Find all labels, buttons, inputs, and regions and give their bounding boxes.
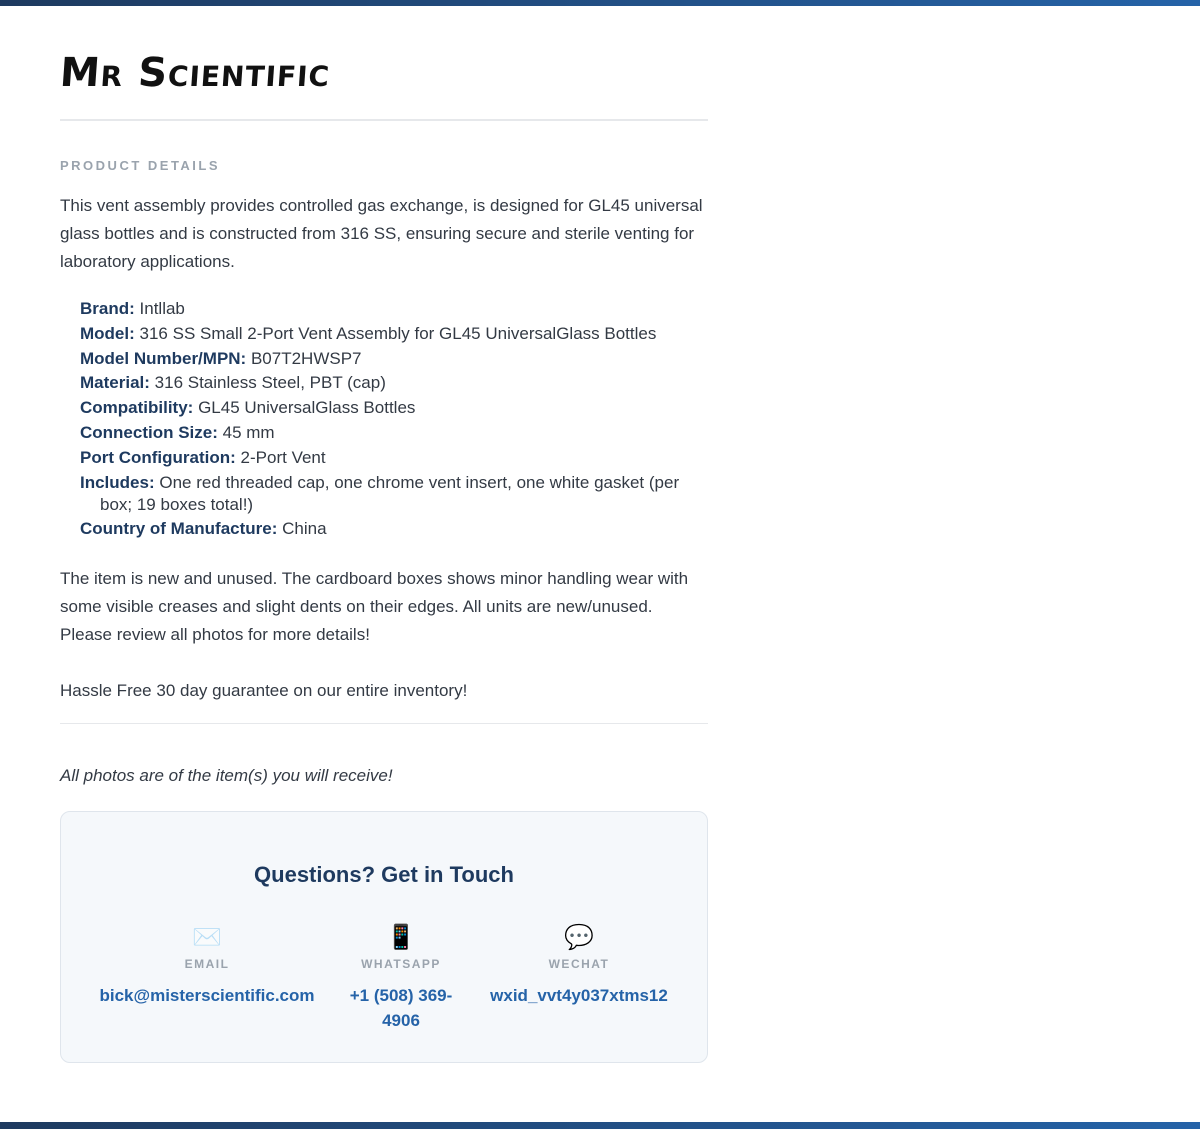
spec-label: Model Number/MPN: [80, 348, 247, 368]
contact-whatsapp [346, 924, 456, 1033]
spec-item-brand [80, 298, 708, 320]
spec-item-country [80, 518, 708, 540]
speech-bubble-icon: 💬 [564, 924, 594, 952]
spec-list [60, 298, 708, 540]
spec-item-model [80, 323, 708, 345]
spec-label: Port Configuration: [80, 447, 236, 467]
wechat-id[interactable]: wxid_vvt4y037xtms12 [490, 986, 668, 1006]
condition-notes: The item is new and unused. The cardboard boxes shows minor handling wear with some visible creases and slight dents on their edges. All units are new/unused. Please review all photos for more details! [60, 569, 689, 645]
spec-value: B07T2HWSP7 [250, 348, 362, 368]
product-intro: This vent assembly provides controlled gas exchange, is designed for GL45 universal glass bottles and is constructed from 316 SS, ensuring secure and sterile venting for laboratory applications. [60, 196, 703, 271]
spec-item-compatibility [80, 397, 708, 419]
bottom-accent-bar [0, 1122, 1200, 1129]
spec-label: Material: [80, 373, 150, 393]
spec-item-mpn [80, 348, 708, 370]
spec-value: Intllab [139, 299, 185, 318]
spec-value: 316 SS Small 2-Port Vent Assembly for GL45 UniversalGlass Bottles [139, 323, 657, 343]
contact-label: EMAIL [184, 957, 230, 972]
spec-label: Connection Size: [80, 422, 218, 442]
spec-label: Country of Manufacture: [80, 519, 278, 539]
photos-note: All photos are of the item(s) you will receive! [60, 766, 393, 786]
spec-label: Model: [80, 323, 135, 343]
listing-content [60, 0, 708, 1063]
spec-item-material [80, 372, 708, 394]
spec-item-connection-size [80, 422, 708, 444]
spec-value: One red threaded cap, one chrome vent insert, one white gasket (per box; 19 boxes total!) [100, 472, 680, 514]
spec-item-includes [80, 472, 708, 516]
email-link[interactable]: bick@misterscientific.com [99, 986, 315, 1006]
envelope-icon: ✉️ [192, 924, 222, 952]
spec-label: Compatibility: [80, 398, 194, 418]
spec-value: 316 Stainless Steel, PBT (cap) [154, 373, 386, 393]
header-divider [60, 119, 708, 121]
contact-email [87, 924, 327, 1008]
whatsapp-link[interactable]: +1 (508) 369-4906 [349, 986, 453, 1031]
contact-card [60, 811, 708, 1063]
mobile-phone-icon: 📱 [386, 924, 416, 952]
contact-title: Questions? Get in Touch [254, 862, 514, 888]
spec-value: 45 mm [222, 422, 275, 442]
spec-value: GL45 UniversalGlass Bottles [198, 398, 416, 418]
spec-label: Includes: [80, 472, 155, 492]
section-label: PRODUCT DETAILS [60, 158, 221, 173]
spec-value: 2-Port Vent [240, 447, 326, 467]
guarantee-text: Hassle Free 30 day guarantee on our entire inventory! [60, 681, 468, 701]
contact-label: WHATSAPP [361, 957, 441, 972]
contact-label: WECHAT [548, 957, 610, 972]
spec-label: Brand: [80, 299, 135, 318]
spec-item-port-configuration [80, 447, 708, 469]
brand-logo: Mr Scientific [58, 50, 332, 96]
spec-value: China [282, 519, 327, 539]
content-divider [60, 723, 708, 724]
contact-wechat [469, 924, 689, 1008]
